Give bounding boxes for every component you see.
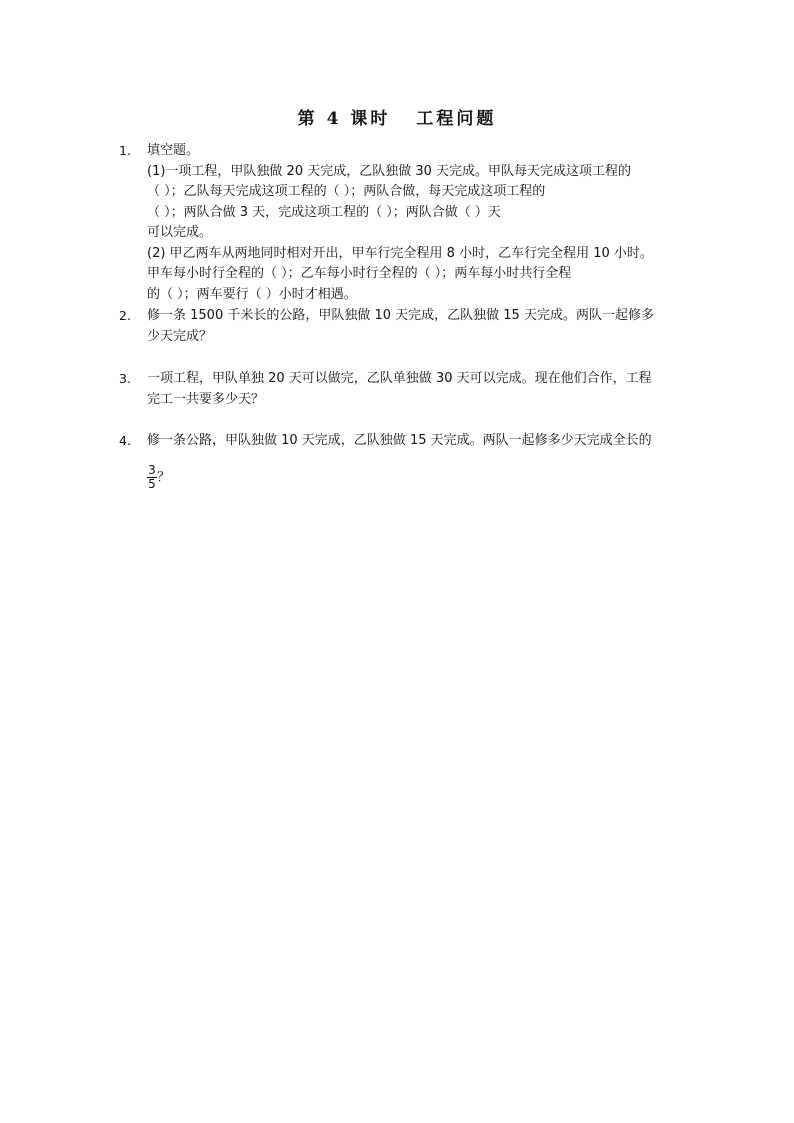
lesson-topic: 工程问题	[416, 109, 497, 129]
sub-question-2	[147, 244, 679, 306]
text-line: 少天完成？	[147, 328, 213, 344]
question-number: 2.	[119, 308, 131, 323]
question-2	[119, 306, 679, 347]
fraction-line	[147, 464, 679, 491]
fraction-numerator: 3	[148, 462, 156, 477]
fraction-denominator: 5	[148, 476, 156, 491]
question-number: 1.	[119, 143, 131, 158]
text-line: (2) 甲乙两车从两地同时相对开出，甲车行完全程用 8 小时，乙车行完全程用 10 小时。	[147, 245, 653, 261]
text-line: 可以完成。	[147, 225, 213, 240]
page-title	[0, 104, 794, 129]
text-line: 修一条 1500 千米长的公路，甲队独做 10 天完成，乙队独做 15 天完成。两队一起修多	[147, 308, 654, 323]
sub-question-1	[147, 162, 679, 244]
text-line: （ ）；乙队每天完成这项工程的（ ）；两队合做，每天完成这项工程的	[147, 184, 546, 199]
text-line: 甲车每小时行全程的（ ）；乙车每小时行全程的（ ）；两车每小时共行全程	[147, 266, 572, 281]
question-number: 3.	[119, 371, 131, 386]
question-1	[119, 141, 679, 305]
question-4	[119, 431, 679, 491]
text-line: （ ）；两队合做 3 天，完成这项工程的（ ）；两队合做（ ）天	[147, 204, 501, 220]
question-3	[119, 369, 679, 410]
question-heading: 填空题。	[147, 143, 200, 158]
text-line: 完工一共要多少天？	[147, 391, 265, 407]
lesson-number: 第 4 课时	[297, 109, 391, 129]
text-line: 一项工程，甲队单独 20 天可以做完，乙队单独做 30 天可以完成。现在他们合作，工程	[147, 371, 652, 386]
text-line: (1)一项工程，甲队独做 20 天完成，乙队独做 30 天完成。甲队每天完成这项工程的	[147, 163, 632, 179]
question-number: 4.	[119, 433, 131, 448]
text-line: 的（ ）；两车要行（ ）小时才相遇。	[147, 286, 357, 302]
fraction	[147, 464, 157, 491]
question-mark: ？	[157, 469, 171, 485]
text-line: 修一条公路，甲队独做 10 天完成，乙队独做 15 天完成。两队一起修多少天完成全长的	[147, 433, 652, 448]
